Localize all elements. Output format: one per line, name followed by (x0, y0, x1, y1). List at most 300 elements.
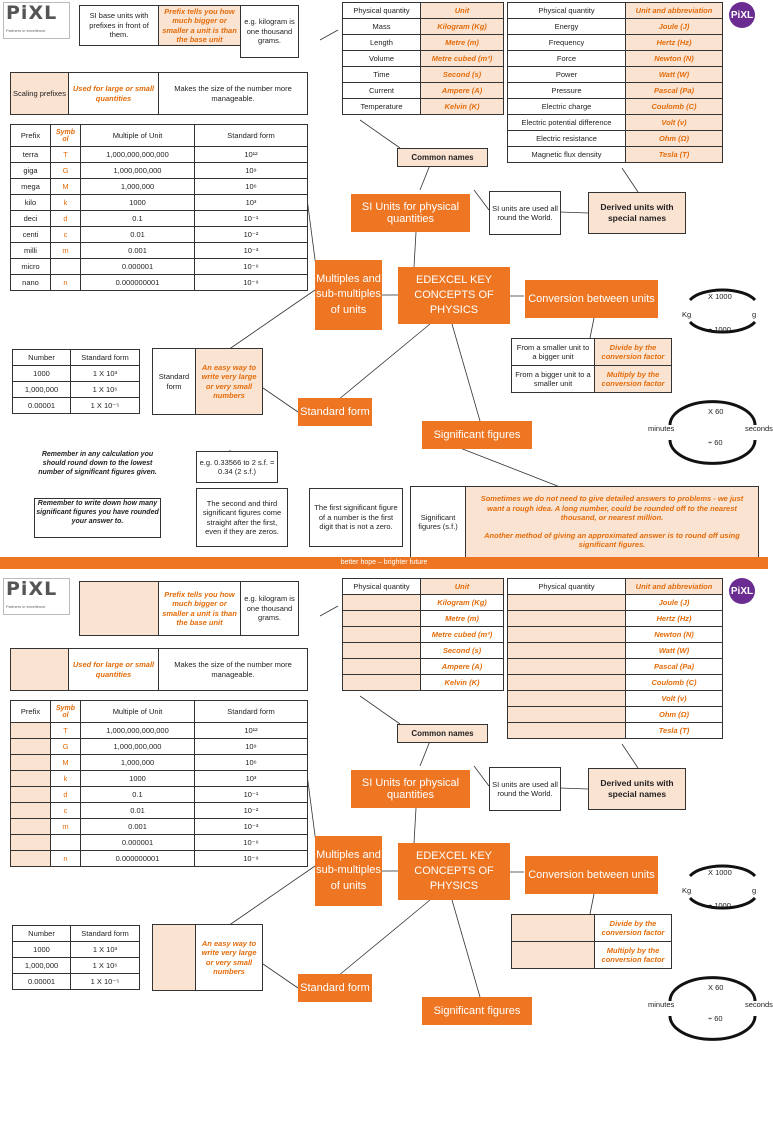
conversion-title (525, 280, 658, 318)
symbol-cell: m (51, 819, 81, 835)
symbol-cell: T (51, 147, 81, 163)
prefix-cell: terra (11, 147, 51, 163)
prefix-rows (11, 147, 308, 291)
prefix-row (11, 851, 308, 867)
quantity-cell: Energy (508, 19, 626, 35)
base-units-rows-blank (343, 595, 504, 691)
pixl-circle-logo-blank (729, 578, 755, 604)
cycle2-right: seconds (745, 424, 773, 433)
standard-form-cell: 10⁻³ (195, 243, 308, 259)
conv-from-small-blank (511, 914, 595, 942)
prefix-note-blank (158, 581, 241, 636)
quantity-cell (508, 611, 626, 627)
prefix-row (11, 739, 308, 755)
unit-cell: Ohm (Ω) (626, 707, 723, 723)
conv-divide-text: Divide by the conversion factor (601, 342, 665, 361)
standard-form-row (13, 942, 140, 958)
unit-cell: Joule (J) (626, 19, 723, 35)
unit-cell: Coulomb (C) (626, 675, 723, 691)
sf-col-number-blank: Number (13, 926, 71, 942)
standard-form-cell: 10⁻¹ (195, 211, 308, 227)
standard-form-cell: 10⁻⁹ (195, 275, 308, 291)
du-col-unit: Unit and abbreviation (626, 3, 723, 19)
sig-label (410, 486, 466, 558)
cycle1-top-blank: X 1000 (708, 868, 732, 877)
prefix-cell (11, 851, 51, 867)
number-cell: 0.00001 (13, 974, 71, 990)
standard-form-cell: 10⁶ (195, 179, 308, 195)
centre-title-text-blank: EDEXCEL KEY CONCEPTS OF PHYSICS (414, 850, 494, 892)
prefix-cell: nano (11, 275, 51, 291)
unit-cell: Coulomb (C) (626, 99, 723, 115)
symbol-cell: M (51, 755, 81, 771)
scaling-desc-text: Makes the size of the number more manageable. (174, 84, 292, 103)
base-unit-row (343, 19, 504, 35)
col-prefix: Prefix (11, 125, 51, 147)
derived-unit-row (508, 659, 723, 675)
conv-multiply-text: Multiply by the conversion factor (601, 369, 665, 388)
symbol-cell: k (51, 195, 81, 211)
si-world-box (489, 191, 561, 235)
multiple-cell: 1,000,000,000 (81, 739, 195, 755)
cycle2-bottom-blank: ÷ 60 (708, 1014, 723, 1023)
symbol-cell: m (51, 243, 81, 259)
base-units-table-blank (342, 578, 504, 691)
standard-form-cell: 10¹² (195, 723, 308, 739)
si-units-title-text: SI Units for physical quantities (361, 201, 460, 225)
si-base-label (79, 5, 159, 46)
base-unit-row (343, 595, 504, 611)
unit-cell: Pascal (Pa) (626, 83, 723, 99)
cycle1-bottom-blank: ÷ 1000 (708, 901, 731, 910)
sf-cell: 1 X 10⁻⁵ (71, 974, 140, 990)
derived-unit-row (508, 643, 723, 659)
prefix-cell (11, 739, 51, 755)
prefix-row (11, 819, 308, 835)
quantity-cell (508, 691, 626, 707)
si-units-title-blank (351, 770, 470, 808)
sf-note-blank (195, 924, 263, 991)
logo-subtitle-blank: Partners in excellence (6, 604, 46, 609)
kilogram-example (240, 5, 299, 58)
multiple-cell: 1,000,000,000,000 (81, 147, 195, 163)
scaling-desc (158, 72, 308, 115)
sig-fig-title-text-blank: Significant figures (433, 1005, 521, 1017)
prefix-row (11, 723, 308, 739)
sf-label (152, 348, 196, 415)
derived-unit-row (508, 707, 723, 723)
quantity-cell (343, 643, 421, 659)
multiple-cell: 1,000,000,000 (81, 163, 195, 179)
conv-from-small-text: From a smaller unit to a bigger unit (516, 342, 590, 361)
sig-rule-2-text: Remember to write down how many significant figures you have rounded your answer to. (36, 500, 159, 525)
derived-unit-row (508, 19, 723, 35)
quantity-cell: Power (508, 67, 626, 83)
kilogram-example-text: e.g. kilogram is one thousand grams. (244, 17, 295, 46)
col-symbol: Symb ol (51, 125, 81, 147)
standard-form-row (13, 366, 140, 382)
sf-col-standard: Standard form (71, 350, 140, 366)
scaling-note (68, 72, 159, 115)
du-col-unit-blank: Unit and abbreviation (626, 579, 723, 595)
quantity-cell: Frequency (508, 35, 626, 51)
quantity-cell: Force (508, 51, 626, 67)
common-names-text: Common names (411, 152, 474, 162)
quantity-cell (343, 595, 421, 611)
prefix-note-text-blank: Prefix tells you how much bigger or smaller a unit is than the base unit (162, 589, 237, 627)
sig-fig-title-text: Significant figures (433, 429, 521, 441)
symbol-cell (51, 835, 81, 851)
base-unit-row (343, 675, 504, 691)
base-unit-row (343, 67, 504, 83)
symbol-cell (51, 259, 81, 275)
standard-form-rows-blank (13, 942, 140, 990)
prefix-note-text: Prefix tells you how much bigger or smaller a unit is than the base unit (162, 6, 237, 44)
standard-form-cell: 10⁻³ (195, 819, 308, 835)
conv-from-big-blank (511, 941, 595, 969)
prefix-row (11, 147, 308, 163)
standard-form-cell: 10⁻² (195, 227, 308, 243)
derived-unit-row (508, 83, 723, 99)
derived-unit-row (508, 675, 723, 691)
multiples-title-blank (315, 836, 382, 906)
prefix-cell (11, 723, 51, 739)
derived-unit-row (508, 99, 723, 115)
sig-example-text: e.g. 0.33566 to 2 s.f. = 0.34 (2 s.f.) (199, 457, 275, 476)
sig-desc-2: Another method of giving an approximated answer is to round off using significant figures. (484, 530, 740, 550)
quantity-cell (343, 659, 421, 675)
multiple-cell: 0.1 (81, 787, 195, 803)
quantity-cell (508, 627, 626, 643)
multiples-title-text: Multiples and sub-multiples of units (316, 272, 381, 316)
prefix-row (11, 259, 308, 275)
standard-form-cell: 10⁻⁶ (195, 835, 308, 851)
pixl-circle-logo (729, 2, 755, 28)
unit-cell: Metre (m) (421, 35, 504, 51)
multiple-cell: 0.000000001 (81, 851, 195, 867)
conv-divide-text-blank: Divide by the conversion factor (601, 918, 665, 937)
multiple-cell: 1000 (81, 771, 195, 787)
common-names-text-blank: Common names (411, 728, 474, 738)
standard-form-row (13, 974, 140, 990)
common-names (397, 148, 488, 167)
prefix-note (158, 5, 241, 46)
sf-label-blank (152, 924, 196, 991)
conversion-title-text-blank: Conversion between units (528, 869, 655, 881)
unit-cell: Hertz (Hz) (626, 35, 723, 51)
centre-title-text: EDEXCEL KEY CONCEPTS OF PHYSICS (414, 274, 494, 316)
cycle1-right-blank: g (752, 886, 757, 895)
sig-fig-title (422, 421, 532, 449)
quantity-cell: Volume (343, 51, 421, 67)
quantity-cell: Electric resistance (508, 131, 626, 147)
symbol-cell: G (51, 739, 81, 755)
cycle1-right: g (752, 310, 757, 319)
derived-unit-row (508, 595, 723, 611)
derived-unit-row (508, 115, 723, 131)
symbol-cell: M (51, 179, 81, 195)
base-units-table (342, 2, 504, 115)
derived-unit-row (508, 51, 723, 67)
sf-cell: 1 X 10³ (71, 942, 140, 958)
kilogram-example-text-blank: e.g. kilogram is one thousand grams. (244, 594, 295, 623)
derived-unit-row (508, 691, 723, 707)
sf-col-number: Number (13, 350, 71, 366)
number-cell: 0.00001 (13, 398, 71, 414)
blank-mindmap (0, 576, 773, 1140)
si-world-text: SI units are used all round the World. (492, 203, 558, 222)
derived-units-rows-blank (508, 595, 723, 739)
circle-logo-text: PiXL (730, 9, 754, 21)
sig-rule-1 (34, 450, 161, 491)
standard-form-table (12, 349, 140, 414)
standard-form-title (298, 398, 372, 426)
bu-col-unit: Unit (421, 3, 504, 19)
bu-col-quantity-blank: Physical quantity (343, 579, 421, 595)
quantity-cell (508, 659, 626, 675)
base-unit-row (343, 643, 504, 659)
unit-cell: Kilogram (Kg) (421, 19, 504, 35)
quantity-cell (508, 595, 626, 611)
footer-strap (0, 557, 768, 569)
cycle2-top: X 60 (708, 407, 724, 416)
prefix-row (11, 211, 308, 227)
symbol-cell: c (51, 227, 81, 243)
sf-note (195, 348, 263, 415)
prefix-row (11, 835, 308, 851)
sf-col-standard-blank: Standard form (71, 926, 140, 942)
bu-col-unit-blank: Unit (421, 579, 504, 595)
multiple-cell: 0.01 (81, 227, 195, 243)
multiple-cell: 1,000,000 (81, 179, 195, 195)
number-cell: 1,000,000 (13, 958, 71, 974)
conversion-title-text: Conversion between units (528, 293, 655, 305)
quantity-cell: Magnetic flux density (508, 147, 626, 163)
bu-col-quantity: Physical quantity (343, 3, 421, 19)
multiple-cell: 1000 (81, 195, 195, 211)
cycle2-bottom: ÷ 60 (708, 438, 723, 447)
unit-cell: Joule (J) (626, 595, 723, 611)
base-unit-row (343, 627, 504, 643)
prefix-cell: micro (11, 259, 51, 275)
conv-from-big (511, 365, 595, 393)
unit-cell: Metre cubed (m³) (421, 51, 504, 67)
prefix-cell (11, 771, 51, 787)
prefix-row (11, 195, 308, 211)
symbol-cell: d (51, 787, 81, 803)
symbol-cell: G (51, 163, 81, 179)
circle-logo-text-blank: PiXL (730, 585, 754, 597)
standard-form-cell: 10¹² (195, 147, 308, 163)
standard-form-table-blank (12, 925, 140, 990)
unit-cell: Kilogram (Kg) (421, 595, 504, 611)
quantity-cell: Electric charge (508, 99, 626, 115)
scaling-desc-text-blank: Makes the size of the number more manageable. (174, 660, 292, 679)
prefix-row (11, 179, 308, 195)
unit-cell: Ampere (A) (421, 83, 504, 99)
footer-strap-text: better hope – brighter future (340, 559, 428, 566)
pixl-logo (3, 2, 70, 39)
conv-divide (594, 338, 672, 366)
si-world-text-blank: SI units are used all round the World. (492, 779, 558, 798)
derived-label-blank (588, 768, 686, 810)
prefix-row (11, 243, 308, 259)
standard-form-title-blank (298, 974, 372, 1002)
prefix-row (11, 227, 308, 243)
quantity-cell: Mass (343, 19, 421, 35)
quantity-cell: Length (343, 35, 421, 51)
unit-cell: Watt (W) (626, 643, 723, 659)
unit-cell: Kelvin (K) (421, 675, 504, 691)
col-symbol-blank: Symb ol (51, 701, 81, 723)
scaling-note-text: Used for large or small quantities (72, 84, 155, 103)
sig-desc (465, 486, 759, 558)
symbol-cell: T (51, 723, 81, 739)
prefix-table (10, 124, 308, 291)
derived-unit-row (508, 611, 723, 627)
sig-rule-1-text: Remember in any calculation you should round down to the lowest number of significant figures given. (38, 451, 157, 476)
logo-subtitle: Partners in excellence (6, 28, 46, 33)
sf-label-text: Standard form (158, 372, 190, 391)
conv-from-big-text: From a bigger unit to a smaller unit (515, 369, 591, 388)
centre-title (398, 267, 510, 324)
prefix-rows-blank (11, 723, 308, 867)
base-unit-row (343, 611, 504, 627)
base-unit-row (343, 99, 504, 115)
prefix-row (11, 787, 308, 803)
standard-form-cell: 10³ (195, 771, 308, 787)
du-col-quantity: Physical quantity (508, 3, 626, 19)
base-units-rows (343, 19, 504, 115)
derived-units-table-blank (507, 578, 723, 739)
filled-mindmap (0, 0, 773, 566)
multiple-cell: 0.001 (81, 819, 195, 835)
unit-cell: Ampere (A) (421, 659, 504, 675)
si-units-title (351, 194, 470, 232)
standard-form-cell: 10⁻⁹ (195, 851, 308, 867)
centre-title-blank (398, 843, 510, 900)
cycle2-top-blank: X 60 (708, 983, 724, 992)
quantity-cell (508, 643, 626, 659)
multiple-cell: 0.000001 (81, 835, 195, 851)
derived-unit-row (508, 723, 723, 739)
derived-unit-row (508, 131, 723, 147)
derived-unit-row (508, 35, 723, 51)
symbol-cell: c (51, 803, 81, 819)
quantity-cell (508, 723, 626, 739)
unit-cell: Tesla (T) (626, 723, 723, 739)
base-unit-row (343, 659, 504, 675)
prefix-table-blank (10, 700, 308, 867)
base-unit-row (343, 83, 504, 99)
logo-text: PiXL (6, 2, 58, 24)
cycle1-left-blank: Kg (682, 886, 692, 895)
multiple-cell: 0.000000001 (81, 275, 195, 291)
conv-divide-blank (594, 914, 672, 942)
symbol-cell: k (51, 771, 81, 787)
derived-label-text: Derived units with special names (600, 202, 674, 223)
symbol-cell: n (51, 275, 81, 291)
sf-cell: 1 X 10⁶ (71, 382, 140, 398)
number-cell: 1,000,000 (13, 382, 71, 398)
quantity-cell: Electric potential difference (508, 115, 626, 131)
multiples-title (315, 260, 382, 330)
sig-label-text: Significant figures (s.f.) (418, 512, 458, 531)
conv-multiply (594, 365, 672, 393)
derived-units-table (507, 2, 723, 163)
cycle2-left-blank: minutes (648, 1000, 675, 1009)
quantity-cell (343, 611, 421, 627)
col-standard-form-blank: Standard form (195, 701, 308, 723)
unit-cell: Pascal (Pa) (626, 659, 723, 675)
prefix-row (11, 771, 308, 787)
symbol-cell: d (51, 211, 81, 227)
quantity-cell (343, 675, 421, 691)
sf-note-text: An easy way to write very large or very small numbers (201, 362, 257, 400)
unit-cell: Metre cubed (m³) (421, 627, 504, 643)
standard-form-cell: 10⁹ (195, 739, 308, 755)
logo-text-blank: PiXL (6, 578, 58, 600)
unit-cell: Volt (v) (626, 115, 723, 131)
standard-form-cell: 10⁻¹ (195, 787, 308, 803)
unit-cell: Kelvin (K) (421, 99, 504, 115)
prefix-cell (11, 819, 51, 835)
scaling-desc-blank (158, 648, 308, 691)
du-col-quantity-blank: Physical quantity (508, 579, 626, 595)
sig-first-text: The first significant figure of a number is the first digit that is not a zero. (314, 503, 398, 532)
multiple-cell: 1,000,000 (81, 755, 195, 771)
conv-from-small (511, 338, 595, 366)
derived-label (588, 192, 686, 234)
unit-cell: Tesla (T) (626, 147, 723, 163)
prefix-cell: centi (11, 227, 51, 243)
conversion-title-blank (525, 856, 658, 894)
standard-form-cell: 10⁻² (195, 803, 308, 819)
si-world-box-blank (489, 767, 561, 811)
standard-form-rows (13, 366, 140, 414)
prefix-row (11, 275, 308, 291)
col-standard-form: Standard form (195, 125, 308, 147)
symbol-cell: n (51, 851, 81, 867)
quantity-cell: Temperature (343, 99, 421, 115)
multiple-cell: 1,000,000,000,000 (81, 723, 195, 739)
si-units-title-text-blank: SI Units for physical quantities (361, 777, 460, 801)
kilogram-example-blank (240, 581, 299, 636)
standard-form-cell: 10⁹ (195, 163, 308, 179)
derived-unit-row (508, 627, 723, 643)
multiples-title-text-blank: Multiples and sub-multiples of units (316, 848, 381, 892)
unit-cell: Second (s) (421, 643, 504, 659)
cycle1-left: Kg (682, 310, 692, 319)
col-multiple: Multiple of Unit (81, 125, 195, 147)
si-base-text: SI base units with prefixes in front of them. (89, 11, 149, 40)
sf-cell: 1 X 10³ (71, 366, 140, 382)
prefix-cell (11, 803, 51, 819)
prefix-cell: deci (11, 211, 51, 227)
derived-unit-row (508, 67, 723, 83)
standard-form-title-text-blank: Standard form (300, 982, 370, 994)
standard-form-row (13, 382, 140, 398)
prefix-cell: kilo (11, 195, 51, 211)
sf-note-text-blank: An easy way to write very large or very small numbers (201, 938, 257, 976)
prefix-cell: milli (11, 243, 51, 259)
sig-second-third (196, 488, 288, 547)
quantity-cell (508, 707, 626, 723)
prefix-cell (11, 787, 51, 803)
quantity-cell (508, 675, 626, 691)
unit-cell: Ohm (Ω) (626, 131, 723, 147)
sig-second-third-text: The second and third significant figures come straight after the first, even if they are zeros. (202, 498, 282, 536)
